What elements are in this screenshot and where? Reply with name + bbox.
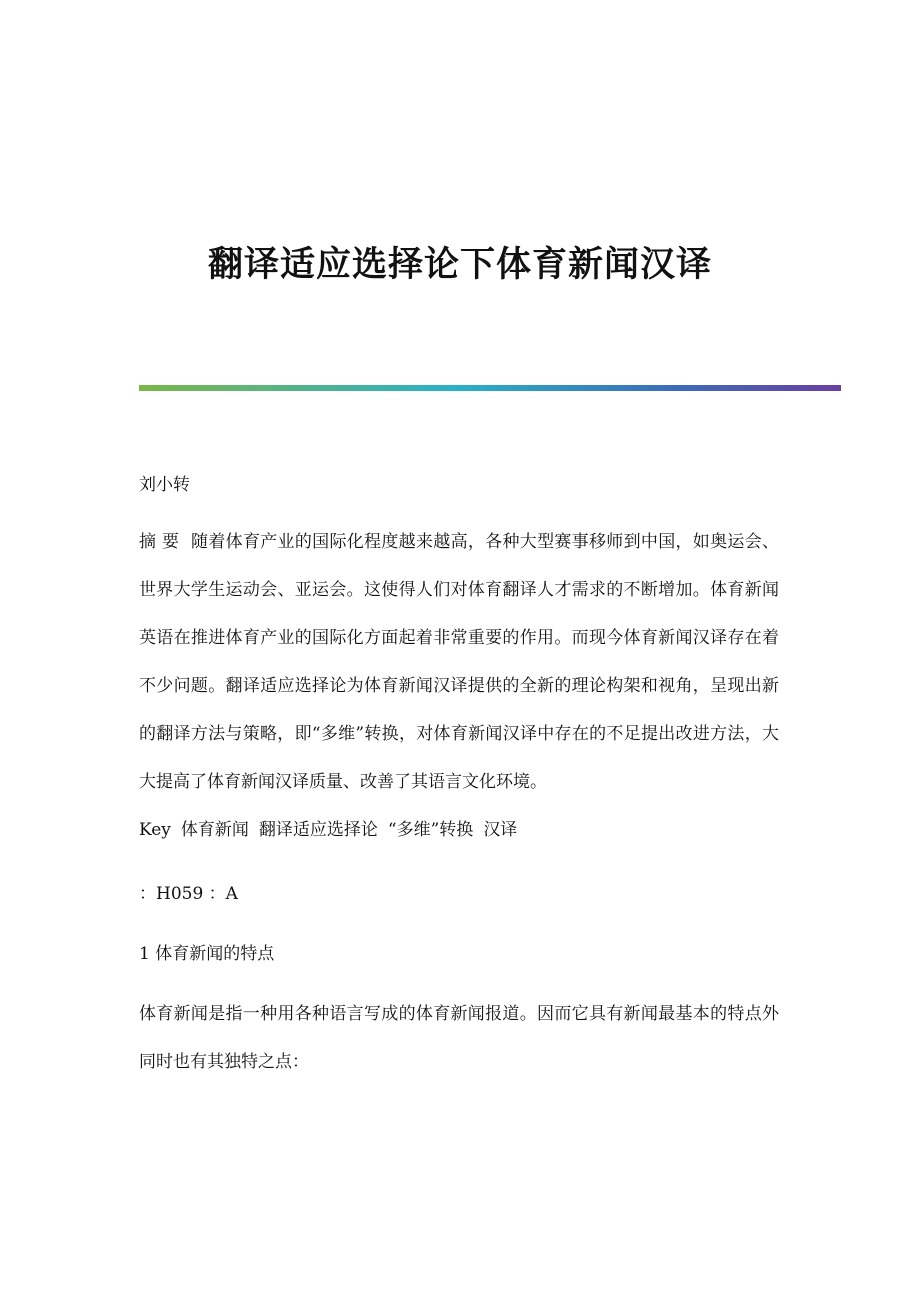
- abstract-text: 随着体育产业的国际化程度越来越高，各种大型赛事移师到中国，如奥运会、世界大学生运动会、亚运会。这使得人们对体育翻译人才需求的不断增加。体育新闻英语在推进体育产业的国际化方面起着非常重要的作用。而现今体育新闻汉译存在着不少问题。翻译适应选择论为体育新闻汉译提供的全新的理论构架和视角，呈现出新的翻译方法与策略，即“多维”转换，对体育新闻汉译中存在的不足提出改进方法，大大提高了体育新闻汉译质量、改善了其语言文化环境。: [139, 532, 780, 792]
- keywords-label: Key: [139, 820, 171, 840]
- document-title: 翻译适应选择论下体育新闻汉译: [207, 244, 712, 286]
- section-heading: 1 体育新闻的特点: [139, 944, 275, 964]
- keyword-item: 翻译适应选择论: [258, 820, 378, 840]
- keywords-line: [139, 806, 779, 854]
- abstract-paragraph: [139, 518, 779, 806]
- keyword-item: “多维”转换: [387, 820, 474, 840]
- gradient-divider: [139, 385, 841, 391]
- keyword-item: 汉译: [483, 820, 518, 840]
- abstract-label: 摘 要: [139, 532, 180, 552]
- author-name: 刘小转: [139, 475, 190, 495]
- document-body: [139, 470, 779, 1086]
- section-paragraph: 体育新闻是指一种用各种语言写成的体育新闻报道。因而它具有新闻最基本的特点外同时也有其独特之点：: [139, 1004, 779, 1072]
- keyword-item: 体育新闻: [180, 820, 249, 840]
- classification-line: ：H059 ：A: [139, 884, 238, 904]
